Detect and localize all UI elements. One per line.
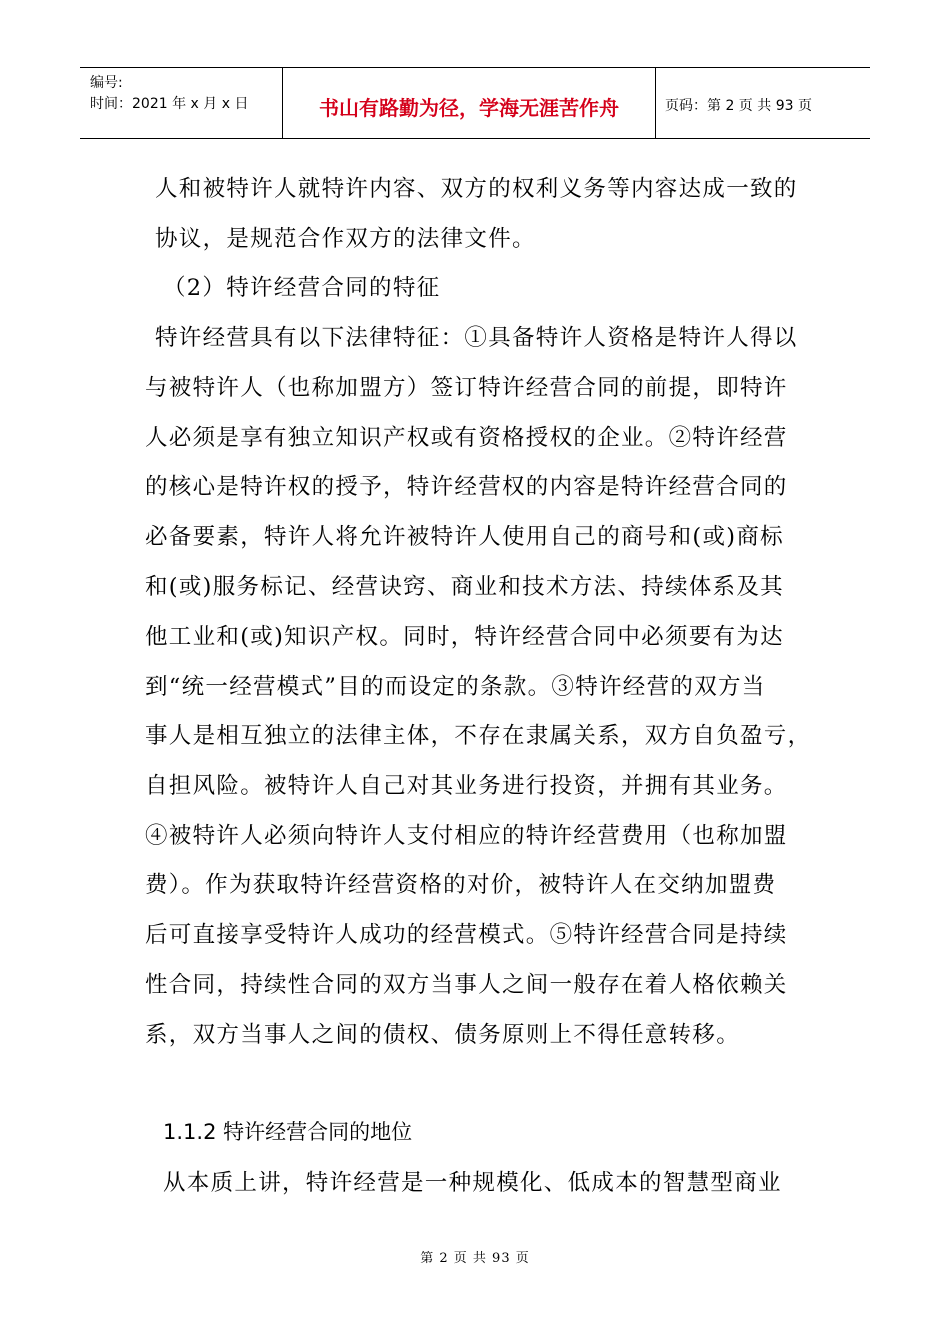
body-line: 到“统一经营模式”目的而设定的条款。③特许经营的双方当 xyxy=(145,674,766,700)
body-line: 后可直接享受特许人成功的经营模式。⑤特许经营合同是持续 xyxy=(145,922,788,948)
serial-label: 编号: xyxy=(90,75,123,91)
body-line: 人必须是享有独立知识产权或有资格授权的企业。②特许经营 xyxy=(145,425,788,451)
body-line: 系，双方当事人之间的债权、债务原则上不得任意转移。 xyxy=(145,1022,741,1048)
body-line: 从本质上讲，特许经营是一种规模化、低成本的智慧型商业 xyxy=(163,1170,782,1196)
subsection-title: （2）特许经营合同的特征 xyxy=(163,275,441,301)
header-motto-cell xyxy=(282,68,656,138)
header-page-cell xyxy=(655,68,870,138)
body-line: 协议，是规范合作双方的法律文件。 xyxy=(155,226,536,252)
time-label: 时间：2021 年 x 月 x 日 xyxy=(90,96,249,112)
body-line: 特许经营具有以下法律特征：①具备特许人资格是特许人得以 xyxy=(155,325,798,351)
section-heading: 1.1.2 特许经营合同的地位 xyxy=(163,1120,413,1144)
body-line: 人和被特许人就特许内容、双方的权利义务等内容达成一致的 xyxy=(155,176,798,202)
body-line: 必备要素，特许人将允许被特许人使用自己的商号和(或)商标 xyxy=(145,524,784,550)
body-line: 和(或)服务标记、经营诀窍、商业和技术方法、持续体系及其 xyxy=(145,574,784,600)
body-line: 事人是相互独立的法律主体，不存在隶属关系，双方自负盈亏， xyxy=(145,723,812,749)
document-header xyxy=(80,67,870,139)
header-page-info: 页码：第 2 页 共 93 页 xyxy=(665,98,812,114)
body-line: ④被特许人必须向特许人支付相应的特许经营费用（也称加盟 xyxy=(145,823,788,849)
body-line: 与被特许人（也称加盟方）签订特许经营合同的前提，即特许 xyxy=(145,375,788,401)
header-meta-cell xyxy=(80,68,282,138)
body-line: 的核心是特许权的授予，特许经营权的内容是特许经营合同的 xyxy=(145,474,788,500)
header-motto: 书山有路勤为径，学海无涯苦作舟 xyxy=(319,96,619,120)
body-line: 费）。作为获取特许经营资格的对价，被特许人在交纳加盟费 xyxy=(145,872,777,898)
page-footer: 第 2 页 共 93 页 xyxy=(420,1251,530,1266)
body-line: 他工业和(或)知识产权。同时，特许经营合同中必须要有为达 xyxy=(145,624,784,650)
body-line: 自担风险。被特许人自己对其业务进行投资，并拥有其业务。 xyxy=(145,773,788,799)
body-line: 性合同，持续性合同的双方当事人之间一般存在着人格依赖关 xyxy=(145,972,788,998)
